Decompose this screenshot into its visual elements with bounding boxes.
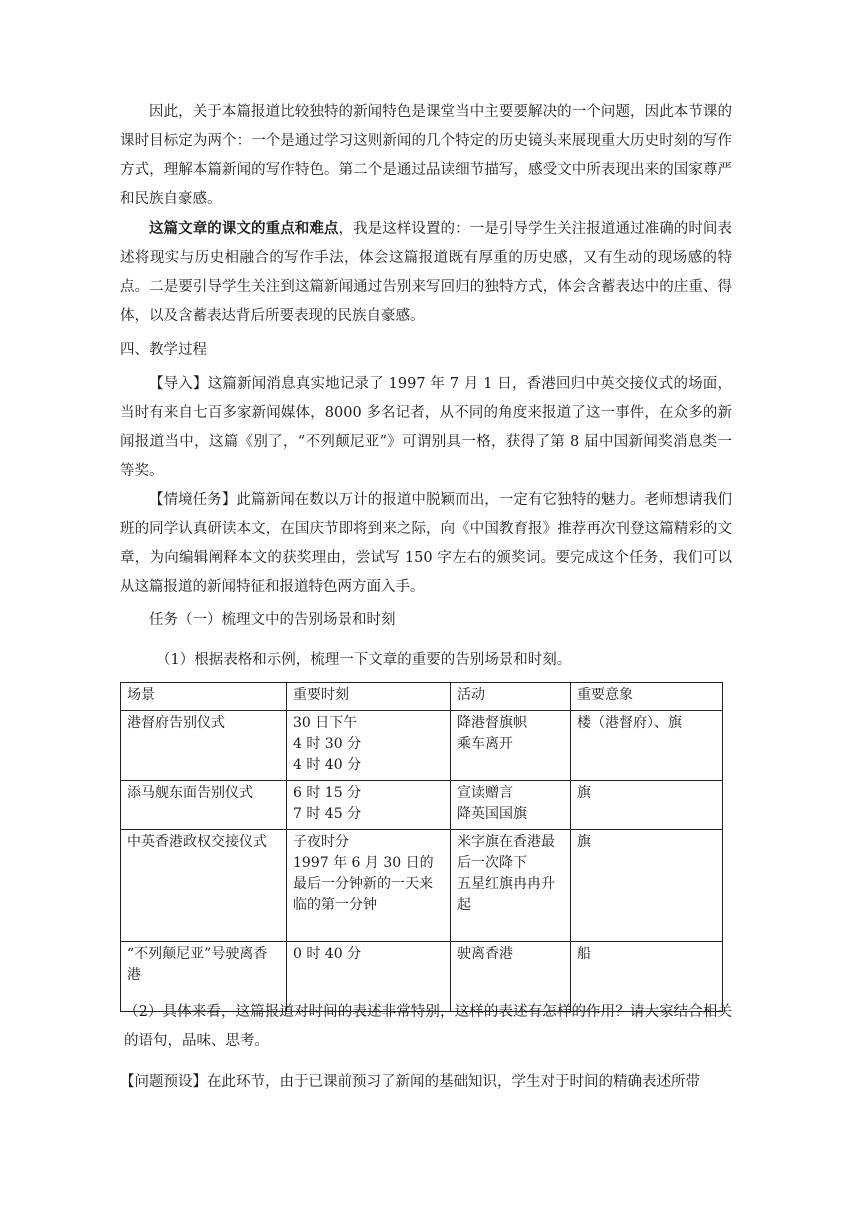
section-heading-teaching-process: 四、教学过程 [120,342,207,358]
task-one-heading: 任务（一）梳理文中的告别场景和时刻 [149,612,396,628]
scene-cell: 添马舰东面告别仪式 [121,781,287,830]
time-cell [287,830,451,942]
time-entry: 子夜时分 [293,834,349,850]
image-cell: 旗 [571,781,723,830]
situation-task-text: 此篇新闻在数以万计的报道中脱颖而出，一定有它独特的魅力。老师想请我们班的同学认真研读本文，在国庆节即将到来之际，向《中国教育报》推荐再次刊登这篇精彩的文章，为向编辑阐释本文的获奖理由，尝试写 150 字左右的颁奖词。要完成这个任务，我们可以从这篇报道的新闻特征和报道特色两方面入手。 [120,492,733,595]
activity-entry: 驶离香港 [457,946,513,962]
activity-entry: 降港督旗帜 [457,715,527,731]
paragraph-key-difficulties [120,214,732,331]
key-difficulties-text: ，我是这样设置的：一是引导学生关注报道通过准确的时间表述将现实与历史相融合的写作手法，体会这篇报道既有厚重的历史感，又有生动的现场感的特点。二是要引导学生关注到这篇新闻通过告别来写回归的独特方式，体会含蓄表达中的庄重、得体，以及含蓄表达背后所要表现的民族自豪感。 [120,221,732,324]
situation-task-label: 【情境任务】 [149,492,237,508]
activity-entry: 降英国国旗 [457,806,527,822]
table-header-cell: 场景 [121,683,287,711]
time-entry: 7 时 45 分 [293,806,362,822]
scene-cell: 中英香港政权交接仪式 [121,830,287,942]
time-cell [287,781,451,830]
table-row [121,830,723,942]
time-entry: 4 时 30 分 [293,736,362,752]
table-header-cell: 重要时刻 [287,683,451,711]
scene-cell: “不列颠尼亚”号驶离香港 [121,942,287,1012]
time-entry: 1997 年 6 月 30 日的最后一分钟新的一天来临的第一分钟 [293,855,434,913]
farewell-scenes-table [120,682,723,1012]
task-one-step-two: （2）具体来看，这篇报道对时间的表述非常特别，这样的表述有怎样的作用？请大家结合相关的语句，品味、思考。 [124,1004,732,1049]
time-entry: 30 日下午 [293,715,358,731]
introduction-label: 【导入】 [149,376,208,392]
activity-cell [451,711,571,781]
time-entry: 6 时 15 分 [293,785,362,801]
paragraph-course-objectives: 因此，关于本篇报道比较独特的新闻特色是课堂当中主要要解决的一个问题，因此本节课的课时目标定为两个：一个是通过学习这则新闻的几个特定的历史镜头来展现重大历史时刻的写作方式，理解本篇新闻的写作特色。第二个是通过品读细节描写，感受文中所表现出来的国家尊严和民族自豪感。 [120,104,732,207]
paragraph-introduction [120,370,732,486]
table-row [121,711,723,781]
image-cell: 船 [571,942,723,1012]
time-entry: 0 时 40 分 [293,946,362,962]
activity-entry: 宣读赠言 [457,785,513,801]
activity-cell [451,781,571,830]
table-header-cell: 活动 [451,683,571,711]
image-cell: 楼（港督府）、旗 [571,711,723,781]
table-row [121,781,723,830]
key-difficulties-label: 这篇文章的课文的重点和难点 [149,220,339,237]
time-entry: 4 时 40 分 [293,757,362,773]
problem-presets-text: 在此环节，由于已课前预习了新闻的基础知识，学生对于时间的精确表述所带 [207,1074,700,1090]
problem-presets-label: 【问题预设】 [120,1074,207,1090]
table-header-row [121,683,723,711]
activity-entry: 米字旗在香港最后一次降下 [457,834,555,871]
activity-cell [451,830,571,942]
activity-entry: 五星红旗冉冉升起 [457,876,555,913]
scene-cell: 港督府告别仪式 [121,711,287,781]
time-cell [287,711,451,781]
task-one-step-one: （1）根据表格和示例，梳理一下文章的重要的告别场景和时刻。 [156,652,572,668]
introduction-text: 这篇新闻消息真实地记录了 1997 年 7 月 1 日，香港回归中英交接仪式的场面，当时有来自七百多家新闻媒体，8000 多名记者，从不同的角度来报道了这一事件，在众多的新闻报道当中，这篇《别了，“不列颠尼亚”》可谓别具一格，获得了第 8 届中国新闻奖消息类一等奖。 [120,376,732,479]
image-cell: 旗 [571,830,723,942]
paragraph-problem-presets [120,1068,732,1097]
paragraph-situation-task [120,486,732,602]
table-header-cell: 重要意象 [571,683,723,711]
activity-entry: 乘车离开 [457,736,513,752]
